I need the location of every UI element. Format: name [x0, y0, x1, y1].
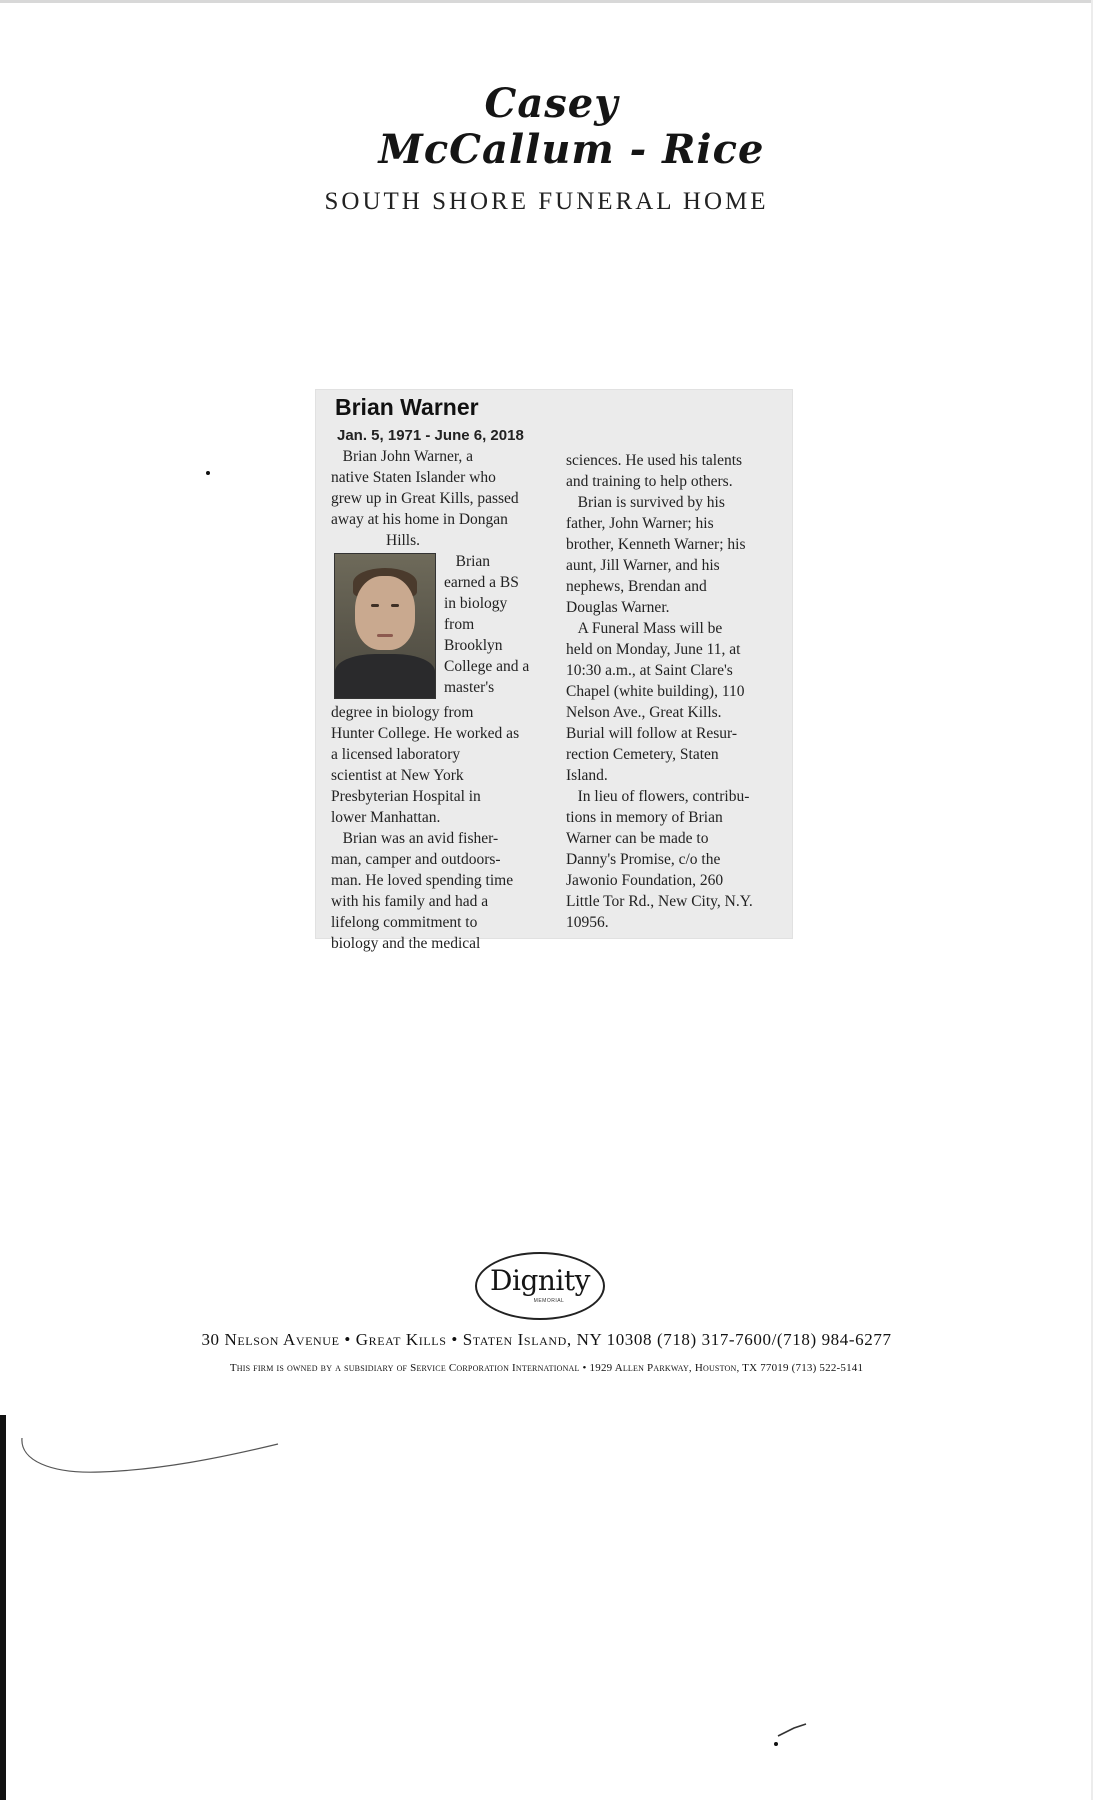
text-line: Hunter College. He worked as — [331, 725, 520, 742]
text-line: native Staten Islander who — [331, 469, 496, 486]
obituary-column-right — [566, 450, 788, 933]
text-line: Brian is survived by his — [566, 494, 725, 511]
text-line: master's — [444, 679, 495, 696]
text-line: lower Manhattan. — [331, 809, 441, 826]
portrait-photo-icon — [334, 553, 436, 699]
eye-shape — [391, 604, 399, 607]
script-name-mccallum-rice: McCallum - Rice — [378, 126, 765, 173]
obituary-clipping — [316, 390, 792, 952]
logo-subtext: MEMORIAL — [533, 1298, 565, 1304]
text-line: biology and the medical — [331, 935, 481, 952]
scan-speck — [774, 1742, 778, 1746]
text-line: in biology — [444, 595, 508, 612]
text-line: Nelson Ave., Great Kills. — [566, 704, 722, 721]
scan-pen-mark — [776, 1720, 816, 1740]
text-line: degree in biology from — [331, 704, 474, 721]
text-line: lifelong commitment to — [331, 914, 478, 931]
text-line: rection Cemetery, Staten — [566, 746, 719, 763]
text-line: from — [444, 616, 475, 633]
text-line: man. He loved spending time — [331, 872, 514, 889]
text-line: aunt, Jill Warner, and his — [566, 557, 720, 574]
eye-shape — [371, 604, 379, 607]
text-line: Brooklyn — [444, 637, 503, 654]
face-shape — [355, 576, 415, 650]
text-line: away at his home in Dongan — [331, 511, 508, 528]
text-line: 10956. — [566, 914, 609, 931]
footer-ownership: This firm is owned by a subsidiary of Service Corporation International • 1929 Allen Parkway, Houston, TX 77019 (713) 522-5141 — [229, 1362, 864, 1374]
logo-wordmark: Dignity — [490, 1264, 590, 1297]
text-line: In lieu of flowers, contribu- — [566, 788, 750, 805]
text-line: 10:30 a.m., at Saint Clare's — [566, 662, 733, 679]
text-line: Island. — [566, 767, 608, 784]
text-line: Jawonio Foundation, 260 — [566, 872, 724, 889]
scan-border — [0, 1415, 6, 1800]
footer-address: 30 Nelson Avenue • Great Kills • Staten Island, NY 10308 (718) 317-7600/(718) 984-6277 — [201, 1330, 892, 1349]
text-line: College and a — [444, 658, 530, 675]
text-line: Brian was an avid fisher- — [331, 830, 499, 847]
script-name-casey: Casey — [484, 80, 619, 127]
obituary-name: Brian Warner — [335, 394, 479, 420]
text-line: nephews, Brendan and — [566, 578, 707, 595]
obituary-dates: Jan. 5, 1971 - June 6, 2018 — [337, 427, 524, 444]
letterhead — [0, 82, 1093, 216]
text-line: sciences. He used his talents — [566, 452, 743, 469]
text-line: brother, Kenneth Warner; his — [566, 536, 746, 553]
text-line: A Funeral Mass will be — [566, 620, 723, 637]
funeral-home-name: SOUTH SHORE FUNERAL HOME — [324, 188, 769, 215]
text-line: tions in memory of Brian — [566, 809, 723, 826]
text-line: Presbyterian Hospital in — [331, 788, 481, 805]
text-line: and training to help others. — [566, 473, 733, 490]
text-line: with his family and had a — [331, 893, 489, 910]
scan-speck — [206, 471, 210, 475]
text-line: father, John Warner; his — [566, 515, 714, 532]
text-line: Danny's Promise, c/o the — [566, 851, 721, 868]
page-top-edge — [0, 0, 1093, 3]
text-line: Warner can be made to — [566, 830, 709, 847]
scan-scratch-mark — [20, 1430, 280, 1490]
text-line: Little Tor Rd., New City, N.Y. — [566, 893, 753, 910]
obituary-column-left — [331, 446, 555, 954]
text-line: Douglas Warner. — [566, 599, 670, 616]
text-line: man, camper and outdoors- — [331, 851, 501, 868]
text-line: Brian — [444, 553, 491, 570]
shirt-shape — [335, 654, 435, 698]
text-line: earned a BS — [444, 574, 519, 591]
text-line: a licensed laboratory — [331, 746, 461, 763]
text-line: Chapel (white building), 110 — [566, 683, 745, 700]
text-line: scientist at New York — [331, 767, 464, 784]
text-line: grew up in Great Kills, passed — [331, 490, 519, 507]
text-line: held on Monday, June 11, at — [566, 641, 741, 658]
mouth-shape — [377, 634, 393, 637]
text-line: Hills. — [386, 532, 421, 549]
text-line: Brian John Warner, a — [331, 448, 474, 465]
text-line: Burial will follow at Resur- — [566, 725, 738, 742]
dignity-memorial-logo — [475, 1252, 607, 1320]
